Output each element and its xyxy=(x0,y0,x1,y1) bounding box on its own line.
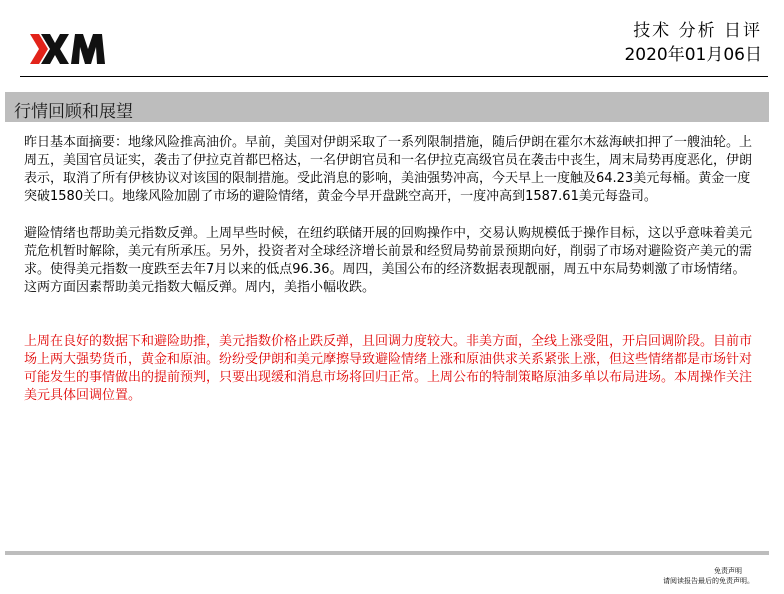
xm-logo xyxy=(30,30,106,70)
paragraph-fundamentals: 昨日基本面摘要：地缘风险推高油价。早前，美国对伊朗采取了一系列限制措施，随后伊朗在霍尔木兹海峡扣押了一艘油轮。上周五，美国官员证实，袭击了伊拉克首都巴格达，一名伊朗官员和一名伊拉克高级官员在袭击中丧生，周末局势再度恶化，伊朗表示，取消了所有伊核协议对该国的限制措施。受此消息的影响，美油强势冲高，今天早上一度触及64.23美元每桶。黄金一度突破1580关口。地缘风险加剧了市场的避险情绪，黄金今早开盘跳空高开，一度冲高到1587.61美元每盎司。 xyxy=(24,135,753,204)
disclaimer-title: 免责声明 xyxy=(714,567,742,575)
footer-divider xyxy=(5,551,769,555)
paragraph-outlook: 上周在良好的数据下和避险助推，美元指数价格止跌反弹，且回调力度较大。非美方面，全线上涨受阻，开启回调阶段。目前市场上两大强势货币，黄金和原油。纷纷受伊朗和美元摩擦导致避险情绪上涨和原油供求关系紧张上涨，但这些情绪都是市场针对可能发生的事情做出的提前预判，只要出现缓和消息市场将回归正常。上周公布的特制策略原油多单以布局进场。本周操作关注美元具体回调位置。 xyxy=(24,334,753,403)
report-body xyxy=(24,134,754,424)
section-title: 行情回顾和展望 xyxy=(14,102,133,122)
header-divider xyxy=(20,76,768,77)
report-title: 技术 分析 日评 xyxy=(633,21,762,41)
xm-logo-icon xyxy=(30,30,106,70)
disclaimer-text: 请阅读报告最后的免责声明。 xyxy=(663,577,754,585)
paragraph-dollar-index: 避险情绪也帮助美元指数反弹。上周早些时候，在纽约联储开展的回购操作中，交易认购规模低于操作目标，这以乎意味着美元荒危机暂时解除，美元有所承压。另外，投资者对全球经济增长前景和经贸局势前景预期向好，削弱了市场对避险资产美元的需求。使得美元指数一度跌至去年7月以来的低点96.36。周四，美国公布的经济数据表现靓丽，周五中东局势刺激了市场情绪。这两方面因素帮助美元指数大幅反弹。周内，美指小幅收跌。 xyxy=(24,226,753,295)
section-header-bar xyxy=(5,92,769,122)
report-date: 2020年01月06日 xyxy=(624,45,762,65)
